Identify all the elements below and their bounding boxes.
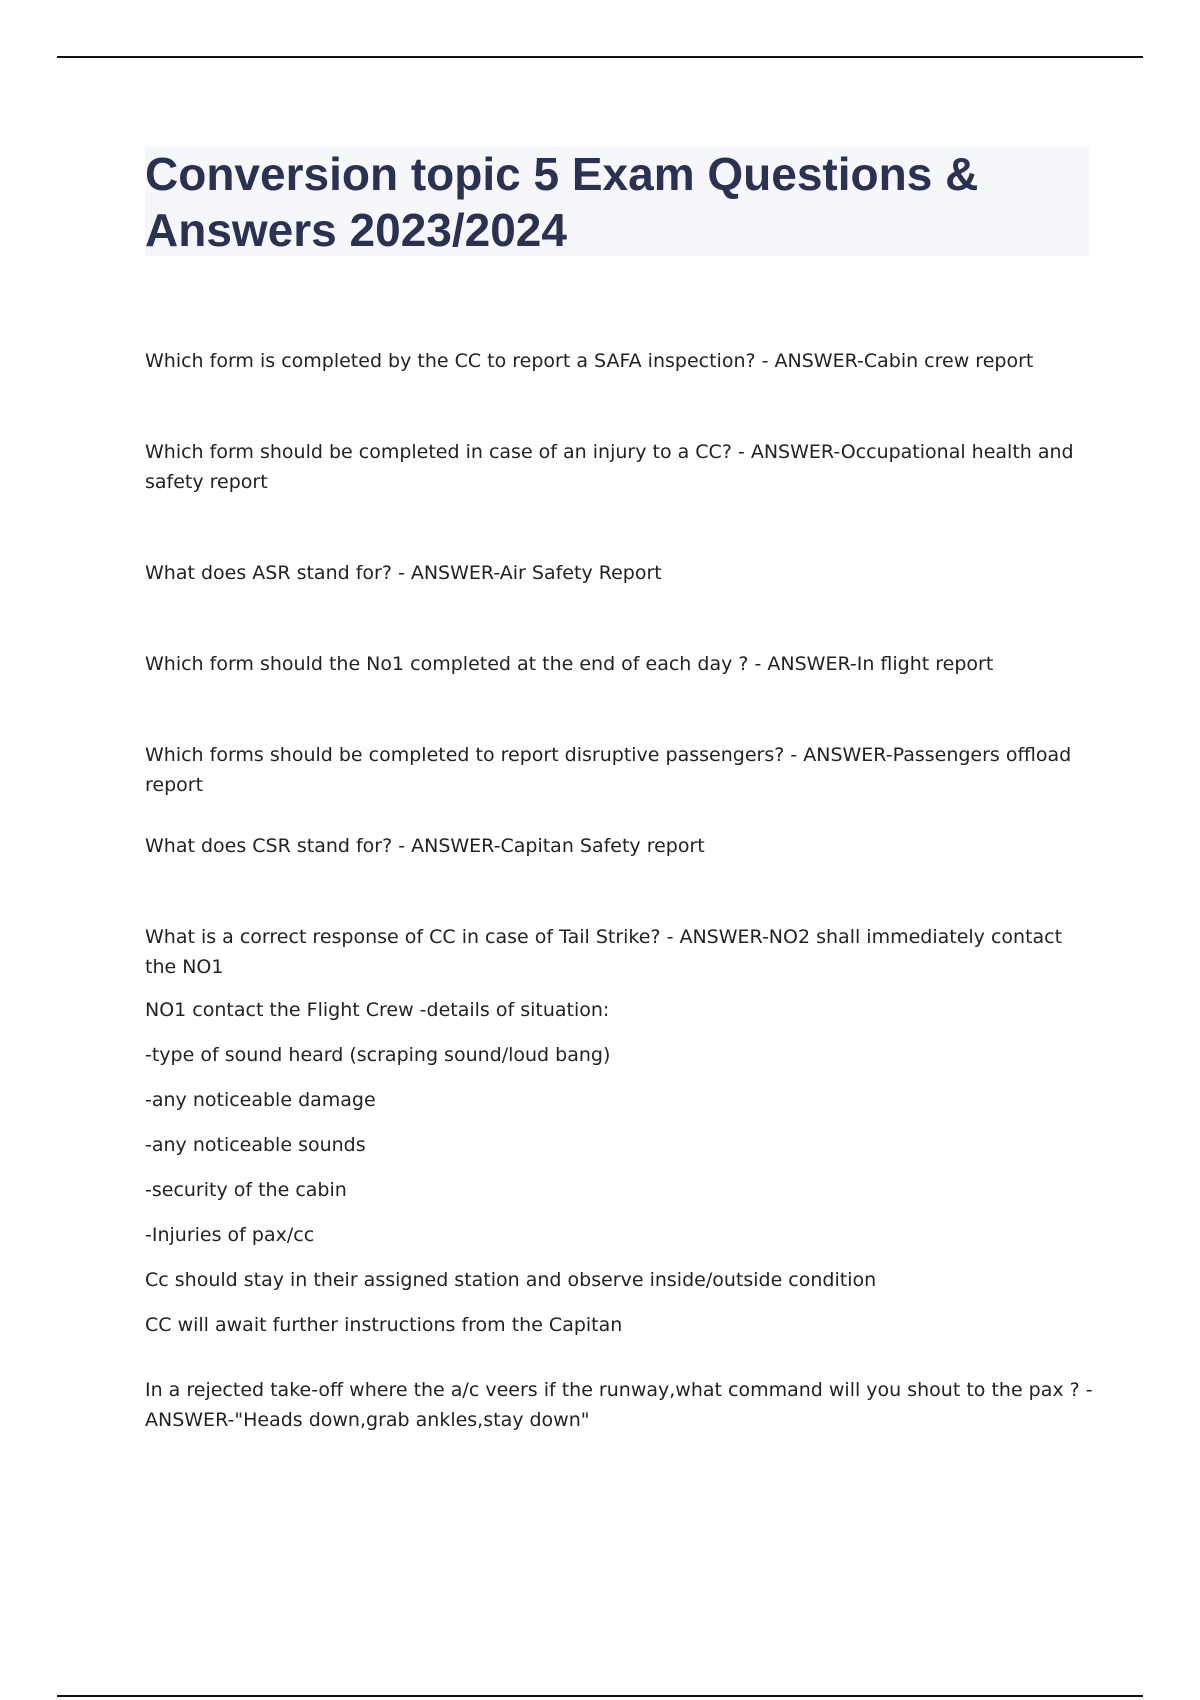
qa-item-2 <box>145 437 1095 497</box>
qa-text: Which forms should be completed to report disruptive passengers? - ANSWER-Passengers offload report <box>145 744 1072 796</box>
qa-item-6 <box>145 831 1095 861</box>
document-title: Conversion topic 5 Exam Questions & Answers 2023/2024 <box>145 148 979 256</box>
qa-text: What does CSR stand for? - ANSWER-Capitan Safety report <box>145 835 705 857</box>
qa-item-1 <box>145 346 1095 376</box>
qa-item-4 <box>145 649 1095 679</box>
detail-line: CC will await further instructions from the Capitan <box>145 1314 623 1336</box>
qa-text: What does ASR stand for? - ANSWER-Air Safety Report <box>145 562 662 584</box>
qa-text: Which form should the No1 completed at the end of each day ? - ANSWER-In flight report <box>145 653 994 675</box>
qa-item-5 <box>145 740 1095 800</box>
detail-line: -Injuries of pax/cc <box>145 1224 315 1246</box>
qa-item-3 <box>145 558 1095 588</box>
detail-line: Cc should stay in their assigned station and observe inside/outside condition <box>145 1269 877 1291</box>
detail-line: -type of sound heard (scraping sound/loud bang) <box>145 1044 611 1066</box>
qa-text: Which form should be completed in case of an injury to a CC? - ANSWER-Occupational health and safety report <box>145 441 1074 493</box>
qa-item-7 <box>145 922 1095 1348</box>
detail-line: -security of the cabin <box>145 1179 347 1201</box>
title-block <box>145 146 1089 256</box>
detail-line: NO1 contact the Flight Crew -details of situation: <box>145 999 610 1021</box>
qa-details <box>145 988 1095 1348</box>
qa-text: Which form is completed by the CC to report a SAFA inspection? - ANSWER-Cabin crew report <box>145 350 1034 372</box>
qa-text: What is a correct response of CC in case of Tail Strike? - ANSWER-NO2 shall immediately contact the NO1 <box>145 926 1063 978</box>
detail-line: -any noticeable sounds <box>145 1134 366 1156</box>
detail-line: -any noticeable damage <box>145 1089 376 1111</box>
qa-item-8 <box>145 1375 1095 1435</box>
bottom-rule <box>57 1695 1143 1697</box>
qa-text: In a rejected take-off where the a/c veers if the runway,what command will you shout to the pax ? - ANSWER-"Heads down,grab ankles,stay down" <box>145 1379 1093 1431</box>
top-rule <box>57 56 1143 58</box>
